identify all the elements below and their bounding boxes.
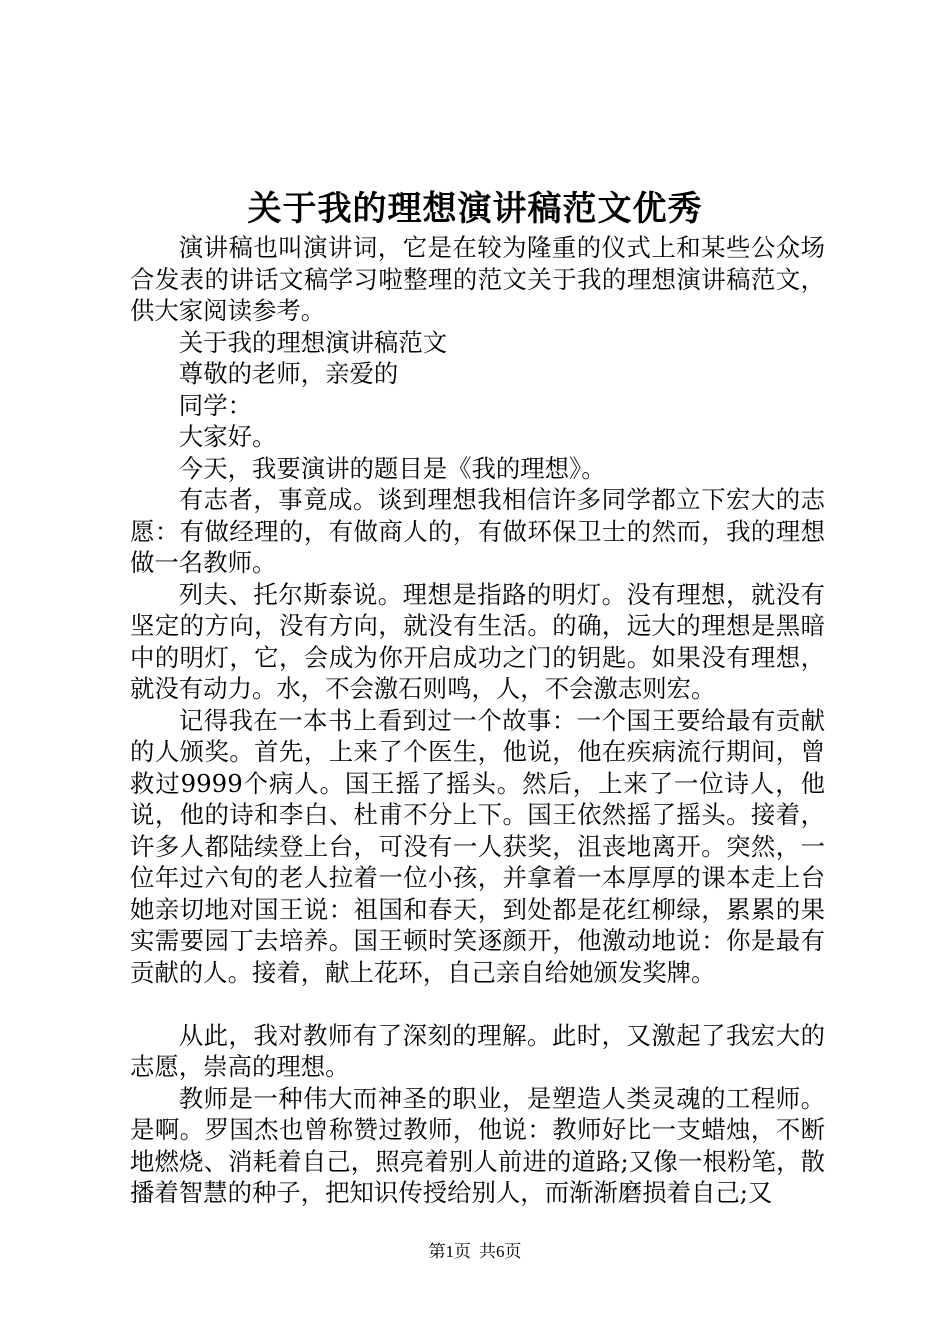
paragraph-teacher: 教师是一种伟大而神圣的职业，是塑造人类灵魂的工程师。是啊。罗国杰也曾称赞过教师，他说：教师好比一支蜡烛，不断地燃烧、消耗着自己，照亮着别人前进的道路;又像一根粉笔，散播着智慧的种子，把知识传授给别人，而渐渐磨损着自己;又 xyxy=(130,1083,825,1207)
document-title: 关于我的理想演讲稿范文优秀 xyxy=(247,189,703,229)
document-body xyxy=(130,232,825,1209)
paragraph-salutation-cont: 同学： xyxy=(178,390,252,420)
page-number: 第1页 xyxy=(428,1242,471,1261)
paragraph-tolstoy: 列夫、托尔斯泰说。理想是指路的明灯。没有理想，就没有坚定的方向，没有方向，就没有生活。的确，远大的理想是黑暗中的明灯，它，会成为你开启成功之门的钥匙。如果没有理想，就没有动力。水，不会激石则鸣，人，不会激志则宏。 xyxy=(130,579,825,703)
page-total: 共6页 xyxy=(479,1242,522,1261)
paragraph-story: 记得我在一本书上看到过一个故事：一个国王要给最有贡献的人颁奖。首先，上来了个医生，他说，他在疾病流行期间，曾救过9999个病人。国王摇了摇头。然后，上来了一位诗人，他说，他的诗和李白、杜甫不分上下。国王依然摇了摇头。接着，许多人都陆续登上台，可没有一人获奖，沮丧地离开。突然，一位年过六旬的老人拉着一位小孩，并拿着一本厚厚的课本走上台她亲切地对国王说：祖国和春天，到处都是花红柳绿，累累的果实需要园丁去培养。国王顿时笑逐颜开，他激动地说：你是最有贡献的人。接着，献上花环，自己亲自给她颁发奖牌。 xyxy=(130,705,825,987)
paragraph-topic: 今天，我要演讲的题目是《我的理想》。 xyxy=(178,453,606,483)
paragraph-intro: 演讲稿也叫演讲词，它是在较为隆重的仪式上和某些公众场合发表的讲话文稿学习啦整理的范文关于我的理想演讲稿范文，供大家阅读参考。 xyxy=(130,233,825,325)
paragraph-ambition: 有志者，事竟成。谈到理想我相信许多同学都立下宏大的志愿：有做经理的，有做商人的，有做环保卫士的然而，我的理想做一名教师。 xyxy=(130,485,825,577)
page-footer xyxy=(0,1241,950,1263)
paragraph-greeting: 大家好。 xyxy=(178,422,277,451)
paragraph-heading: 关于我的理想演讲稿范文 xyxy=(178,327,448,357)
paragraph-salutation: 尊敬的老师，亲爱的 xyxy=(178,359,399,388)
paragraph-understanding: 从此，我对教师有了深刻的理解。此时，又激起了我宏大的志愿，崇高的理想。 xyxy=(130,1020,825,1081)
